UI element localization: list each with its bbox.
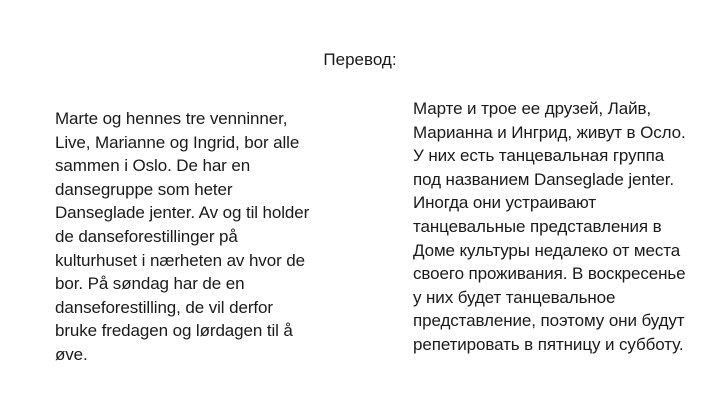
norwegian-line: Marte og hennes tre venninner, — [55, 109, 288, 128]
slide-title: Перевод: — [323, 50, 397, 69]
norwegian-line: danseforestilling, de vil derfor — [55, 297, 273, 317]
russian-line: под названием Danseglade jenter. — [413, 169, 674, 189]
russian-translation-text — [413, 97, 713, 357]
norwegian-line: de danseforestillinger på — [55, 226, 238, 246]
russian-line: представление, поэтому они будут — [413, 311, 685, 331]
russian-line: у них будет танцевальное — [413, 287, 616, 307]
russian-line: Марте и трое ее друзей, Лайв, — [413, 99, 652, 118]
norwegian-line: kulturhuset i nærheten av hvor de — [55, 250, 305, 270]
norwegian-line: Danseglade jenter. Av og til holder — [55, 203, 310, 223]
norwegian-line: sammen i Oslo. De har en — [55, 156, 251, 176]
russian-line: своего проживания. В воскресенье — [413, 264, 686, 284]
norwegian-line: øve. — [55, 344, 88, 364]
norwegian-line: Live, Marianne og Ingrid, bor alle — [55, 132, 300, 152]
norwegian-line: dansegruppe som heter — [55, 179, 233, 199]
russian-line: репетировать в пятницу и субботу. — [413, 334, 684, 354]
russian-line: Иногда они устраивают — [413, 193, 597, 213]
norwegian-text — [55, 107, 345, 367]
norwegian-line: bor. På søndag har de en — [55, 274, 245, 294]
russian-line: Марианна и Ингрид, живут в Осло. — [413, 122, 686, 142]
russian-line: Доме культуры недалеко от места — [413, 240, 681, 260]
russian-line: танцевальные представления в — [413, 216, 662, 236]
norwegian-line: bruke fredagen og lørdagen til å — [55, 321, 293, 341]
russian-line: У них есть танцевальная группа — [413, 146, 665, 166]
